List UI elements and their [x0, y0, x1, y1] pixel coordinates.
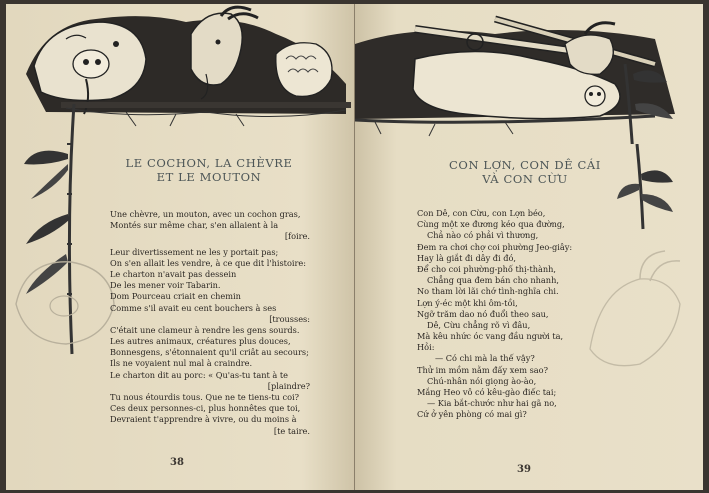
animals-lying-illustration	[355, 4, 703, 144]
poem-line: Cứ ở yên phòng có mai gì?	[417, 409, 527, 420]
poem-line: [plaindre?	[267, 380, 310, 391]
left-poem	[110, 209, 310, 437]
poem-line: Dê, Cừu chẳng rõ vì đâu,	[427, 319, 531, 330]
faint-pig-background-illustration	[6, 244, 126, 354]
poem-line: [foire.	[284, 231, 310, 242]
poem-line: Thử im mồm nằm đấy xem sao?	[417, 364, 548, 375]
book-spread	[6, 4, 703, 490]
poem-line: Mắng Heo vô có kêu-gào điếc tai;	[417, 387, 557, 397]
right-page-number: 39	[517, 464, 531, 475]
poem-line: Mà kêu nhức óc vang đầu người ta,	[417, 331, 564, 342]
poem-line: On s'en allait les vendre, à ce que dit l'histoire:	[110, 257, 307, 268]
right-poem	[417, 208, 627, 421]
right-title-line-2: VÀ CON CỪU	[482, 172, 568, 186]
poem-line: — Có chi mà la thế vậy?	[435, 353, 535, 364]
poem-line: Les autres animaux, créatures plus douces,	[110, 336, 291, 347]
poem-line: No tham lời lãi chớ tình-nghĩa chi.	[417, 286, 559, 297]
poem-line: Chẳng qua đem bán cho nhanh,	[427, 275, 559, 286]
poem-line: Une chèvre, un mouton, avec un cochon gras,	[110, 209, 301, 219]
left-title-line-2: ET LE MOUTON	[156, 170, 262, 184]
poem-line: Montés sur même char, s'en allaient à la	[110, 220, 279, 231]
left-page-number: 38	[170, 457, 184, 468]
poem-line: Con Dê, con Cừu, con Lợn béo,	[417, 208, 546, 218]
poem-line: Devraient t'apprendre à vivre, ou du moins à	[110, 414, 297, 425]
poem-line: — Kia bắt-chước như hai gã no,	[427, 398, 557, 409]
poem-line: Để cho coi phường-phố thị-thành,	[417, 263, 557, 274]
right-title-line-1: CON LỢN, CON DÊ CÁI	[449, 158, 601, 172]
poem-line: Chú-nhân nói giọng ào-ào,	[427, 375, 537, 386]
left-page	[6, 4, 354, 490]
poem-line: Chả nào có phải vì thương,	[427, 230, 539, 241]
poem-line: Ils ne voyaient nul mal à craindre.	[110, 358, 253, 369]
poem-line: Hay là giắt đi dây đi đó,	[417, 252, 517, 263]
poem-line: Lợn ý-éc một khi ôm-tồi,	[417, 297, 518, 308]
poem-line: Ngỡ trăm dao nó đuổi theo sau,	[417, 308, 549, 319]
left-title	[84, 156, 334, 184]
poem-line: [trousses:	[269, 313, 310, 324]
poem-line: Tu nous étourdis tous. Que ne te tiens-tu coi?	[110, 392, 300, 402]
poem-line: Bonnesgens, s'étonnaient qu'il criât au secours;	[110, 347, 309, 358]
poem-line: C'était une clameur à rendre les gens sourds.	[110, 324, 300, 335]
poem-line: Leur divertissement ne les y portait pas;	[110, 246, 279, 257]
poem-line: Đem ra chơi chợ coi phường Jeo-giây:	[417, 241, 573, 252]
poem-line: [te taire.	[273, 425, 310, 436]
poem-line: De les mener voir Tabarin.	[110, 280, 221, 291]
left-title-line-1: LE COCHON, LA CHÈVRE	[125, 156, 293, 170]
poem-line: Le charton dit au porc: « Qu'as-tu tant à te	[110, 369, 288, 380]
poem-line: Le charton n'avait pas dessein	[110, 268, 237, 279]
poem-line: Hỏi:	[417, 342, 435, 353]
right-title	[405, 158, 645, 186]
poem-line: Dom Pourceau criait en chemin	[110, 291, 241, 302]
right-page	[355, 4, 703, 490]
poem-line: Cùng một xe đương kéo qua đường,	[417, 219, 565, 230]
poem-line: Ces deux personnes-ci, plus honnêtes que toi,	[110, 403, 301, 414]
poem-line: Comme s'il avait eu cent bouchers à ses	[110, 302, 277, 313]
